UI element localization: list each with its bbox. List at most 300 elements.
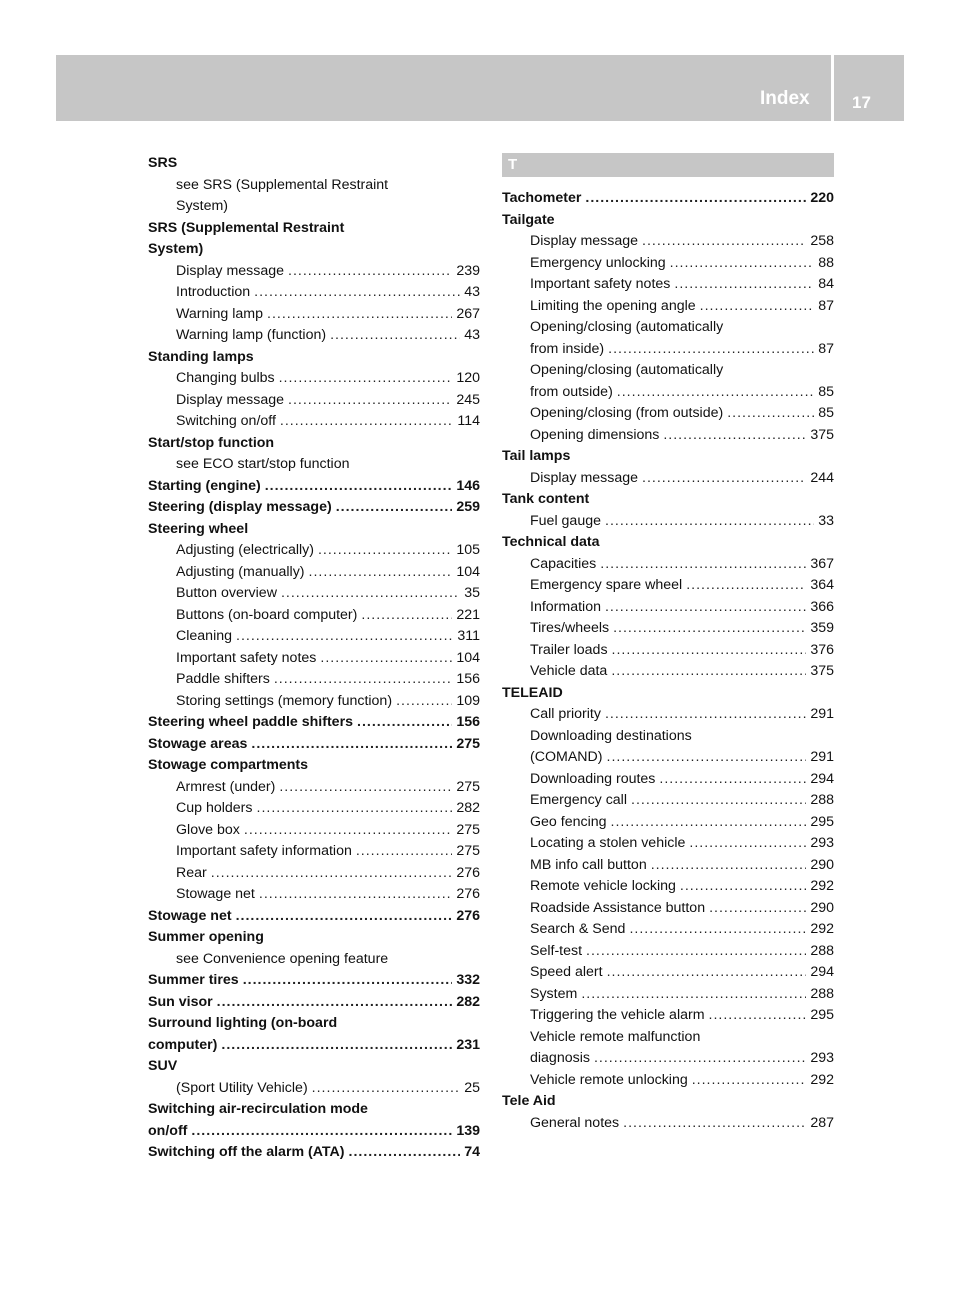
leader-dots: [594, 1048, 806, 1070]
leader-dots: [692, 1070, 807, 1092]
leader-dots: [288, 261, 452, 283]
index-subentry: [148, 282, 480, 304]
entry-page-number: 275: [456, 821, 480, 838]
entry-text: on/off: [148, 1122, 188, 1139]
entry-text: Stowage net: [148, 907, 232, 924]
entry-page-number: 288: [810, 985, 834, 1002]
index-subentry: [502, 661, 834, 683]
index-subentry: [502, 1070, 834, 1092]
leader-dots: [281, 583, 460, 605]
index-subentry: [502, 941, 834, 963]
index-entry: [148, 519, 480, 541]
leader-dots: [607, 747, 807, 769]
letter-heading: T: [502, 153, 834, 177]
leader-dots: [689, 833, 806, 855]
entry-page-number: 245: [456, 391, 480, 408]
index-subentry: [148, 196, 480, 218]
entry-text: Surround lighting (on-board: [148, 1015, 338, 1031]
entry-page-number: 294: [810, 964, 834, 980]
leader-dots: [274, 669, 452, 691]
entry-page-number: 43: [464, 284, 480, 300]
entry-page-number: 35: [464, 585, 480, 601]
index-subentry: [502, 812, 834, 834]
entry-text: Steering (display message): [148, 499, 332, 515]
entry-page-number: 291: [810, 749, 834, 765]
index-entry: [148, 1035, 480, 1057]
entry-text: (COMAND): [530, 749, 603, 765]
leader-dots: [608, 339, 814, 361]
entry-text: Storing settings (memory function): [176, 692, 393, 709]
index-entry: [148, 1142, 480, 1164]
entry-text: Tele Aid: [502, 1093, 556, 1109]
entry-text: Emergency spare wheel: [530, 577, 683, 593]
leader-dots: [244, 820, 452, 842]
leader-dots: [330, 325, 460, 347]
entry-text: Cup holders: [176, 800, 253, 816]
index-subentry: [148, 368, 480, 390]
entry-page-number: 367: [810, 555, 834, 572]
leader-dots: [670, 253, 815, 275]
entry-page-number: 287: [810, 1114, 834, 1131]
leader-dots: [642, 231, 806, 253]
entry-page-number: 239: [456, 262, 480, 279]
leader-dots: [243, 970, 453, 992]
entry-page-number: 220: [810, 190, 834, 206]
index-subentry: [502, 1027, 834, 1049]
entry-text: Information: [530, 598, 601, 615]
index-subentry: [502, 919, 834, 941]
entry-text: Opening/closing (from outside): [530, 405, 724, 421]
index-entry: [148, 906, 480, 928]
leader-dots: [663, 425, 806, 447]
entry-page-number: 288: [810, 792, 834, 808]
leader-dots: [280, 411, 453, 433]
entry-text: Downloading routes: [530, 770, 656, 787]
entry-text: Switching on/off: [176, 413, 276, 429]
entry-page-number: 366: [810, 598, 834, 615]
entry-text: Warning lamp (function): [176, 327, 327, 343]
entry-page-number: 276: [456, 886, 480, 902]
index-subentry: [502, 984, 834, 1006]
index-subentry: [502, 253, 834, 275]
index-subentry: [502, 640, 834, 662]
index-entry: [502, 446, 834, 468]
leader-dots: [236, 626, 453, 648]
index-entry: [148, 476, 480, 498]
entry-text: Locating a stolen vehicle: [530, 835, 686, 851]
index-subentry: [148, 691, 480, 713]
entry-page-number: 231: [456, 1036, 480, 1053]
entry-text: SRS (Supplemental Restraint: [148, 219, 345, 236]
leader-dots: [605, 511, 814, 533]
entry-page-number: 291: [810, 706, 834, 722]
leader-dots: [709, 898, 806, 920]
index-subentry: [502, 575, 834, 597]
entry-page-number: 293: [810, 835, 834, 851]
index-entry: [148, 433, 480, 455]
leader-dots: [259, 884, 452, 906]
leader-dots: [320, 648, 452, 670]
leader-dots: [349, 1142, 461, 1164]
leader-dots: [236, 906, 453, 928]
entry-page-number: 290: [810, 899, 834, 916]
entry-text: Search & Send: [530, 921, 626, 937]
index-subentry: [148, 411, 480, 433]
index-entries-t: [502, 188, 834, 1134]
entry-text: Opening/closing (automatically: [530, 319, 724, 335]
entry-page-number: 114: [457, 413, 480, 429]
section-title: Index: [760, 88, 810, 109]
entry-text: Display message: [176, 262, 285, 279]
leader-dots: [631, 790, 806, 812]
entry-text: Switching air-recirculation mode: [148, 1101, 368, 1117]
entry-page-number: 282: [456, 993, 480, 1010]
index-subentry: [148, 1078, 480, 1100]
index-subentry: [502, 769, 834, 791]
entry-page-number: 375: [810, 663, 834, 679]
index-entry: [148, 734, 480, 756]
leader-dots: [659, 769, 806, 791]
entry-text: Vehicle remote unlocking: [530, 1071, 688, 1088]
entry-page-number: 25: [464, 1079, 480, 1096]
entry-text: from outside): [530, 383, 613, 400]
index-column-left: [148, 153, 480, 1164]
leader-dots: [613, 618, 806, 640]
entry-text: Tail lamps: [502, 448, 571, 464]
entry-page-number: 292: [810, 921, 834, 937]
entry-page-number: 375: [810, 426, 834, 443]
entry-page-number: 295: [810, 1007, 834, 1023]
index-subentry: [148, 304, 480, 326]
entry-page-number: 275: [456, 778, 480, 795]
entry-text: TELEAID: [502, 684, 563, 701]
index-entry: [148, 927, 480, 949]
leader-dots: [642, 468, 806, 490]
entry-text: computer): [148, 1036, 218, 1053]
index-subentry: [502, 618, 834, 640]
entry-page-number: 104: [456, 563, 480, 580]
entry-text: Capacities: [530, 555, 597, 572]
entry-text: Tank content: [502, 491, 590, 507]
index-subentry: [502, 554, 834, 576]
leader-dots: [623, 1113, 806, 1135]
index-subentry: [148, 626, 480, 648]
entry-page-number: 43: [464, 327, 480, 343]
index-entry: [148, 347, 480, 369]
leader-dots: [686, 575, 806, 597]
index-entry: [502, 1091, 834, 1113]
entry-page-number: 84: [818, 276, 834, 292]
entry-text: Roadside Assistance button: [530, 899, 706, 916]
index-subentry: [502, 790, 834, 812]
entry-text: General notes: [530, 1114, 620, 1131]
header-divider: [831, 55, 834, 121]
index-subentry: [502, 403, 834, 425]
entry-page-number: 293: [810, 1050, 834, 1066]
entry-text: see ECO start/stop function: [176, 456, 350, 472]
index-entry: [148, 1056, 480, 1078]
entry-page-number: 376: [810, 641, 834, 658]
entry-page-number: 288: [810, 942, 834, 959]
index-entry: [148, 970, 480, 992]
entry-text: Rear: [176, 864, 207, 881]
leader-dots: [607, 962, 807, 984]
index-subentry: [148, 261, 480, 283]
index-subentry: [502, 704, 834, 726]
leader-dots: [288, 390, 452, 412]
entry-page-number: 88: [818, 254, 834, 271]
leader-dots: [617, 382, 814, 404]
entry-text: Remote vehicle locking: [530, 878, 676, 894]
entry-text: Steering wheel: [148, 520, 249, 537]
index-subentry: [502, 1048, 834, 1070]
entry-text: Warning lamp: [176, 305, 263, 322]
index-subentry: [148, 884, 480, 906]
index-entry: [502, 532, 834, 554]
entry-text: Stowage net: [176, 886, 255, 902]
leader-dots: [629, 919, 806, 941]
index-subentry: [148, 648, 480, 670]
entry-text: Stowage areas: [148, 735, 248, 752]
entry-text: Triggering the vehicle alarm: [530, 1007, 705, 1023]
index-subentry: [148, 175, 480, 197]
leader-dots: [257, 798, 453, 820]
index-entry: [148, 755, 480, 777]
entry-page-number: 292: [810, 878, 834, 894]
entry-text: Emergency unlocking: [530, 254, 666, 271]
index-subentry: [148, 669, 480, 691]
leader-dots: [279, 368, 453, 390]
leader-dots: [680, 876, 806, 898]
index-column-right: [502, 153, 834, 1134]
index-subentry: [502, 511, 834, 533]
index-subentry: [148, 325, 480, 347]
leader-dots: [312, 1078, 461, 1100]
entry-page-number: 359: [810, 620, 834, 636]
entry-text: Opening/closing (automatically: [530, 362, 724, 378]
leader-dots: [611, 661, 806, 683]
entry-page-number: 104: [456, 649, 480, 666]
leader-dots: [727, 403, 814, 425]
leader-dots: [267, 304, 452, 326]
leader-dots: [254, 282, 460, 304]
index-entry: [148, 1121, 480, 1143]
entry-text: Display message: [176, 391, 285, 408]
entry-page-number: 87: [818, 297, 834, 314]
entry-text: Button overview: [176, 585, 277, 601]
entry-text: see SRS (Supplemental Restraint: [176, 176, 389, 193]
entry-text: Important safety notes: [176, 649, 317, 666]
entry-text: Standing lamps: [148, 348, 254, 365]
entry-text: Geo fencing: [530, 813, 607, 830]
leader-dots: [318, 540, 452, 562]
index-subentry: [148, 949, 480, 971]
leader-dots: [309, 562, 453, 584]
index-subentry: [502, 1113, 834, 1135]
entry-text: MB info call button: [530, 856, 647, 873]
entry-page-number: 294: [810, 770, 834, 787]
index-entry: [502, 683, 834, 705]
index-subentry: [502, 898, 834, 920]
entry-text: Downloading destinations: [530, 727, 692, 744]
entry-text: Self-test: [530, 942, 583, 959]
index-subentry: [148, 390, 480, 412]
index-subentry: [148, 820, 480, 842]
entry-text: Adjusting (manually): [176, 563, 305, 580]
entry-text: Limiting the opening angle: [530, 297, 696, 314]
entry-text: Display message: [530, 233, 639, 249]
entry-page-number: 87: [818, 340, 834, 357]
index-subentry: [148, 863, 480, 885]
leader-dots: [221, 1035, 452, 1057]
entry-page-number: 332: [456, 972, 480, 988]
index-subentry: [502, 876, 834, 898]
index-subentry: [148, 583, 480, 605]
entry-page-number: 85: [818, 405, 834, 421]
entry-text: Opening dimensions: [530, 426, 660, 443]
entry-text: Tachometer: [502, 190, 582, 206]
entry-text: System): [148, 241, 204, 257]
index-subentry: [148, 454, 480, 476]
leader-dots: [605, 597, 806, 619]
index-subentry: [502, 747, 834, 769]
entry-text: Stowage compartments: [148, 757, 309, 773]
index-subentry: [502, 1005, 834, 1027]
entry-page-number: 156: [456, 671, 480, 687]
entry-page-number: 33: [818, 512, 834, 529]
index-entry: [148, 1099, 480, 1121]
leader-dots: [279, 777, 452, 799]
entry-text: Summer tires: [148, 972, 239, 988]
entry-text: Technical data: [502, 534, 600, 550]
index-subentry: [502, 833, 834, 855]
entry-text: Summer opening: [148, 929, 264, 945]
entry-page-number: 267: [456, 305, 480, 322]
entry-page-number: 292: [810, 1071, 834, 1088]
entry-page-number: 85: [818, 383, 834, 400]
entry-text: Trailer loads: [530, 641, 608, 658]
entry-text: Armrest (under): [176, 778, 276, 795]
leader-dots: [651, 855, 807, 877]
index-entry: [502, 489, 834, 511]
entry-page-number: 275: [456, 735, 480, 752]
entry-text: diagnosis: [530, 1050, 590, 1066]
index-subentry: [502, 296, 834, 318]
entry-text: Vehicle remote malfunction: [530, 1028, 701, 1045]
index-entry: [148, 712, 480, 734]
entry-text: Tailgate: [502, 211, 555, 228]
index-subentry: [148, 798, 480, 820]
leader-dots: [586, 941, 806, 963]
entry-text: Buttons (on-board computer): [176, 606, 358, 623]
leader-dots: [217, 992, 453, 1014]
leader-dots: [700, 296, 815, 318]
index-subentry: [148, 540, 480, 562]
entry-text: Fuel gauge: [530, 512, 601, 529]
index-entry: [148, 153, 480, 175]
entry-text: System: [530, 985, 578, 1002]
index-subentry: [502, 425, 834, 447]
index-subentry: [148, 605, 480, 627]
entry-text: Introduction: [176, 284, 251, 300]
entry-page-number: 295: [810, 813, 834, 830]
entry-text: Display message: [530, 469, 639, 486]
entry-page-number: 221: [456, 606, 480, 623]
leader-dots: [265, 476, 453, 498]
leader-dots: [600, 554, 806, 576]
entry-text: Tires/wheels: [530, 620, 610, 636]
entry-page-number: 311: [457, 628, 480, 644]
index-subentry: [502, 597, 834, 619]
entry-page-number: 146: [456, 477, 480, 494]
entry-text: from inside): [530, 340, 605, 357]
entry-text: Adjusting (electrically): [176, 542, 314, 558]
index-subentry: [502, 274, 834, 296]
entry-text: Speed alert: [530, 964, 603, 980]
entry-page-number: 139: [456, 1122, 480, 1139]
index-subentry: [148, 562, 480, 584]
leader-dots: [251, 734, 452, 756]
index-subentry: [502, 962, 834, 984]
entry-text: Emergency call: [530, 792, 627, 808]
entry-text: Changing bulbs: [176, 370, 275, 386]
leader-dots: [356, 841, 452, 863]
index-entry: [148, 497, 480, 519]
leader-dots: [605, 704, 806, 726]
leader-dots: [581, 984, 806, 1006]
page-number: 17: [852, 93, 871, 112]
entry-page-number: 105: [456, 542, 480, 558]
entry-text: Call priority: [530, 706, 601, 722]
entry-page-number: 258: [810, 233, 834, 249]
entry-text: (Sport Utility Vehicle): [176, 1079, 308, 1096]
entry-page-number: 74: [464, 1144, 480, 1160]
leader-dots: [585, 188, 806, 210]
leader-dots: [396, 691, 452, 713]
leader-dots: [674, 274, 814, 296]
index-entry: [148, 1013, 480, 1035]
index-subentry: [502, 468, 834, 490]
index-subentry: [502, 382, 834, 404]
index-entry: [148, 992, 480, 1014]
index-subentry: [502, 339, 834, 361]
entry-text: Glove box: [176, 821, 240, 838]
entry-text: Steering wheel paddle shifters: [148, 714, 353, 730]
entry-text: Starting (engine): [148, 477, 261, 494]
index-subentry: [502, 317, 834, 339]
index-entry: [148, 218, 480, 240]
index-subentry: [502, 855, 834, 877]
index-subentry: [148, 777, 480, 799]
entry-text: Cleaning: [176, 628, 233, 644]
entry-page-number: 109: [456, 692, 480, 709]
entry-text: see Convenience opening feature: [176, 950, 389, 967]
entry-text: Switching off the alarm (ATA): [148, 1144, 345, 1160]
leader-dots: [336, 497, 453, 519]
entry-page-number: 120: [456, 370, 480, 386]
index-subentry: [502, 360, 834, 382]
entry-page-number: 259: [456, 499, 480, 515]
entry-text: SRS: [148, 155, 178, 171]
entry-page-number: 275: [456, 843, 480, 859]
entry-page-number: 290: [810, 856, 834, 873]
entry-text: Start/stop function: [148, 434, 275, 451]
leader-dots: [361, 605, 452, 627]
index-subentry: [502, 726, 834, 748]
leader-dots: [357, 712, 452, 734]
entry-page-number: 276: [456, 864, 480, 881]
leader-dots: [612, 640, 807, 662]
